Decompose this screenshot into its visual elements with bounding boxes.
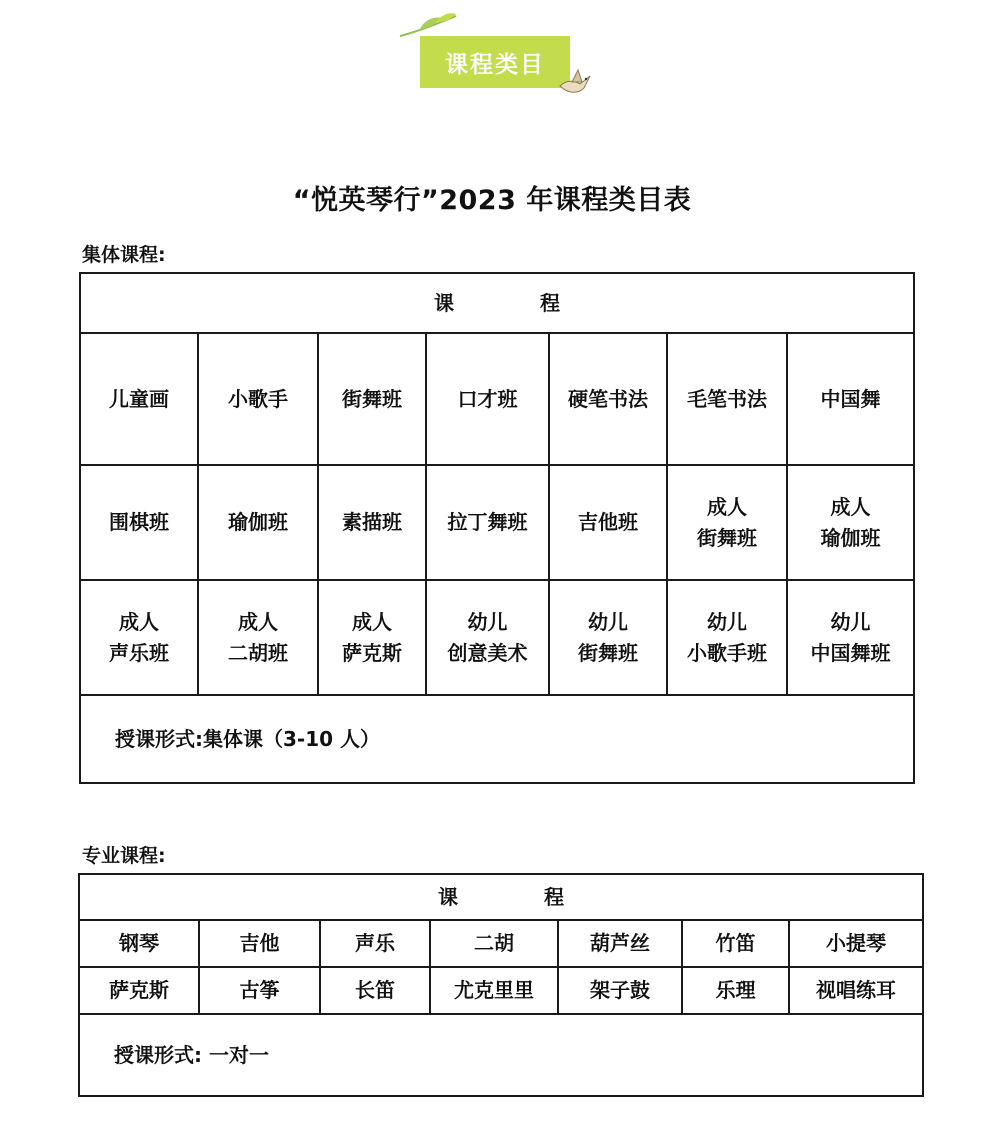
course-cell: 成人 声乐班 <box>80 580 198 695</box>
course-cell: 拉丁舞班 <box>426 465 549 580</box>
course-cell: 尤克里里 <box>430 967 558 1014</box>
course-cell: 成人 瑜伽班 <box>787 465 914 580</box>
course-cell: 儿童画 <box>80 333 198 465</box>
course-cell: 长笛 <box>320 967 430 1014</box>
course-cell: 幼儿 小歌手班 <box>667 580 787 695</box>
teaching-format: 授课形式: 一对一 <box>79 1014 923 1096</box>
course-cell: 成人 街舞班 <box>667 465 787 580</box>
course-cell: 中国舞 <box>787 333 914 465</box>
course-cell: 小提琴 <box>789 920 923 967</box>
course-cell: 葫芦丝 <box>558 920 682 967</box>
course-cell: 街舞班 <box>318 333 426 465</box>
teaching-format: 授课形式:集体课（3-10 人） <box>80 695 914 783</box>
course-cell: 围棋班 <box>80 465 198 580</box>
course-cell: 素描班 <box>318 465 426 580</box>
course-cell: 毛笔书法 <box>667 333 787 465</box>
group-courses-label: 集体课程: <box>82 244 166 266</box>
professional-courses-label: 专业课程: <box>82 845 166 867</box>
course-cell: 口才班 <box>426 333 549 465</box>
table-header <box>79 874 923 920</box>
header-char-left: 课 <box>438 884 459 909</box>
course-cell: 小歌手 <box>198 333 318 465</box>
header-char-right: 程 <box>540 290 561 315</box>
course-cell: 成人 二胡班 <box>198 580 318 695</box>
course-cell: 吉他班 <box>549 465 667 580</box>
course-cell: 声乐 <box>320 920 430 967</box>
header-char-right: 程 <box>544 884 565 909</box>
course-cell: 架子鼓 <box>558 967 682 1014</box>
course-cell: 幼儿 中国舞班 <box>787 580 914 695</box>
page-title: “悦英琴行”2023 年课程类目表 <box>292 185 692 216</box>
course-cell: 幼儿 创意美术 <box>426 580 549 695</box>
course-cell: 竹笛 <box>682 920 789 967</box>
course-cell: 二胡 <box>430 920 558 967</box>
course-cell: 古筝 <box>199 967 320 1014</box>
bird-icon <box>556 64 594 98</box>
course-cell: 幼儿 街舞班 <box>549 580 667 695</box>
course-cell: 萨克斯 <box>79 967 199 1014</box>
section-badge: 课程类目 <box>420 36 570 88</box>
course-cell: 硬笔书法 <box>549 333 667 465</box>
course-cell: 瑜伽班 <box>198 465 318 580</box>
course-cell: 钢琴 <box>79 920 199 967</box>
professional-courses-table <box>78 873 924 1097</box>
course-cell: 视唱练耳 <box>789 967 923 1014</box>
course-cell: 乐理 <box>682 967 789 1014</box>
header-char-left: 课 <box>434 290 455 315</box>
course-cell: 成人 萨克斯 <box>318 580 426 695</box>
table-header <box>80 273 914 333</box>
course-cell: 吉他 <box>199 920 320 967</box>
group-courses-table <box>79 272 915 784</box>
